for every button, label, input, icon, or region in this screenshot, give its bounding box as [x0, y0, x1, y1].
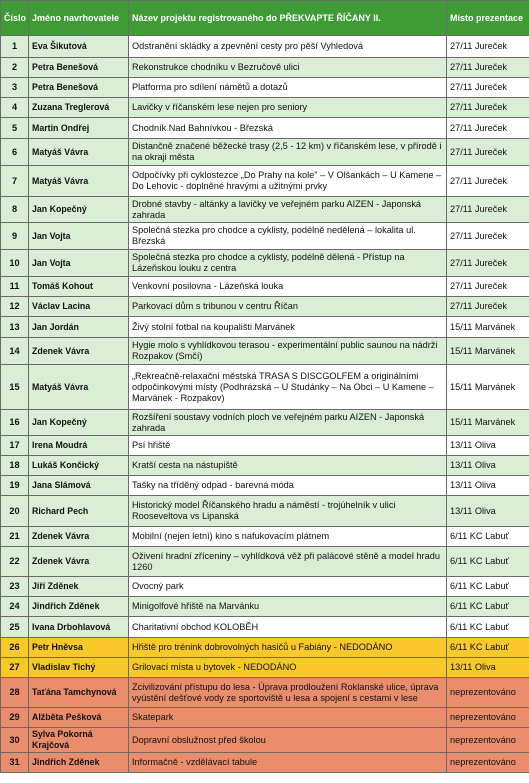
proposer-name: Matyáš Vávra [29, 139, 129, 166]
row-number: 18 [1, 456, 29, 476]
row-number: 15 [1, 365, 29, 410]
project-title: Kratší cesta na nástupiště [129, 456, 447, 476]
proposer-name: Alžběta Pešková [29, 708, 129, 728]
presentation-place: 6/11 KC Labuť [447, 617, 529, 638]
presentation-place: 27/11 Jureček [447, 197, 529, 223]
table-row [1, 658, 529, 678]
row-number: 31 [1, 753, 29, 773]
proposer-name: Matyáš Vávra [29, 166, 129, 197]
proposer-name: Jan Vojta [29, 223, 129, 250]
presentation-place: 27/11 Jureček [447, 58, 529, 78]
presentation-place: 13/11 Oliva [447, 658, 529, 678]
table-row [1, 297, 529, 317]
row-number: 3 [1, 78, 29, 98]
project-title: Hygie molo s vyhlídkovou terasou - experimentální public saunou na nádrži Rozpakov (Smčí) [129, 338, 447, 365]
project-title: Mobilní (nejen letní) kino s nafukovacím plátnem [129, 527, 447, 547]
presentation-place: 13/11 Oliva [447, 476, 529, 496]
row-number: 4 [1, 98, 29, 118]
proposer-name: Jiří Zděnek [29, 577, 129, 597]
presentation-place: 6/11 KC Labuť [447, 547, 529, 577]
table-row [1, 58, 529, 78]
proposer-name: Petr Hněvsa [29, 638, 129, 658]
project-title: Platforma pro sdílení námětů a dotazů [129, 78, 447, 98]
table-row [1, 527, 529, 547]
row-number: 7 [1, 166, 29, 197]
project-title: Ovocný park [129, 577, 447, 597]
project-title: Venkovní posilovna - Lázeňská louka [129, 277, 447, 297]
table-row [1, 617, 529, 638]
row-number: 24 [1, 597, 29, 617]
proposer-name: Zdenek Vávra [29, 547, 129, 577]
header-nazev: Název projektu registrovaného do PŘEKVAPTE ŘÍČANY II. [129, 1, 447, 36]
row-number: 22 [1, 547, 29, 577]
table-row [1, 753, 529, 773]
proposer-name: Jindřich Zděnek [29, 597, 129, 617]
header-jmeno: Jméno navrhovatele [29, 1, 129, 36]
table-row [1, 139, 529, 166]
project-title: Odpočívky při cyklostezce „Do Prahy na kole" – V Olšankách – U Kamene – Do Lehovic - doplněné hravými a užitnými prvky [129, 166, 447, 197]
table-row [1, 708, 529, 728]
presentation-place: neprezentováno [447, 753, 529, 773]
presentation-place: 27/11 Jureček [447, 139, 529, 166]
table-row [1, 118, 529, 139]
proposer-name: Irena Moudrá [29, 436, 129, 456]
row-number: 23 [1, 577, 29, 597]
table-row [1, 436, 529, 456]
project-title: Rekonstrukce chodníku v Bezručově ulici [129, 58, 447, 78]
presentation-place: 15/11 Marvánek [447, 365, 529, 410]
project-title: Skatepark [129, 708, 447, 728]
row-number: 1 [1, 36, 29, 58]
table-row [1, 547, 529, 577]
project-title: Rozšíření soustavy vodních ploch ve veřejném parku AIZEN - Japonská zahrada [129, 410, 447, 436]
presentation-place: 13/11 Oliva [447, 496, 529, 527]
presentation-place: 6/11 KC Labuť [447, 638, 529, 658]
presentation-place: 27/11 Jureček [447, 277, 529, 297]
proposer-name: Vladislav Tichý [29, 658, 129, 678]
proposer-name: Jindřich Zděnek [29, 753, 129, 773]
table-row [1, 410, 529, 436]
row-number: 5 [1, 118, 29, 139]
presentation-place: neprezentováno [447, 678, 529, 708]
row-number: 6 [1, 139, 29, 166]
table-row [1, 678, 529, 708]
table-row [1, 476, 529, 496]
header-misto: Místo prezentace [447, 1, 529, 36]
proposer-name: Matyáš Vávra [29, 365, 129, 410]
presentation-place: 13/11 Oliva [447, 436, 529, 456]
proposer-name: Tomáš Kohout [29, 277, 129, 297]
table-row [1, 597, 529, 617]
table-row [1, 317, 529, 338]
presentation-place: 6/11 KC Labuť [447, 527, 529, 547]
table-row [1, 277, 529, 297]
project-title: Minigolfové hřiště na Marvánku [129, 597, 447, 617]
table-row [1, 456, 529, 476]
presentation-place: 27/11 Jureček [447, 118, 529, 139]
table-body [1, 36, 529, 773]
row-number: 19 [1, 476, 29, 496]
project-title: Tašky na tříděný odpad - barevná móda [129, 476, 447, 496]
proposer-name: Zuzana Treglerová [29, 98, 129, 118]
presentation-place: 13/11 Oliva [447, 456, 529, 476]
row-number: 30 [1, 728, 29, 753]
table-row [1, 338, 529, 365]
presentation-place: 6/11 KC Labuť [447, 577, 529, 597]
project-title: Společná stezka pro chodce a cyklisty, podélně dělená - Přístup na Lázeňskou louku z centra [129, 250, 447, 277]
presentation-place: 27/11 Jureček [447, 250, 529, 277]
proposer-name: Richard Pech [29, 496, 129, 527]
row-number: 27 [1, 658, 29, 678]
proposer-name: Jana Slámová [29, 476, 129, 496]
row-number: 25 [1, 617, 29, 638]
row-number: 12 [1, 297, 29, 317]
project-title: Charitativní obchod KOLOBĚH [129, 617, 447, 638]
project-title: Hřiště pro trénink dobrovolných hasičů u Fabiány - NEDODÁNO [129, 638, 447, 658]
proposer-name: Petra Benešová [29, 58, 129, 78]
project-title: Chodník Nad Bahnívkou - Březská [129, 118, 447, 139]
table-row [1, 197, 529, 223]
row-number: 9 [1, 223, 29, 250]
table-row [1, 166, 529, 197]
presentation-place: 15/11 Marvánek [447, 410, 529, 436]
table-row [1, 365, 529, 410]
proposer-name: Jan Jordán [29, 317, 129, 338]
row-number: 2 [1, 58, 29, 78]
presentation-place: 15/11 Marvánek [447, 317, 529, 338]
header-cislo: Číslo [1, 1, 29, 36]
proposer-name: Lukáš Končický [29, 456, 129, 476]
table-row [1, 728, 529, 753]
proposer-name: Taťána Tamchynová [29, 678, 129, 708]
proposer-name: Jan Vojta [29, 250, 129, 277]
project-title: Historický model Říčanského hradu a náměstí - trojúhelník v ulici Rooseveltova vs Lipanská [129, 496, 447, 527]
proposer-name: Václav Lacina [29, 297, 129, 317]
row-number: 28 [1, 678, 29, 708]
project-title: Distančně značené běžecké trasy (2,5 - 12 km) v říčanském lese, v přírodě i na okraji města [129, 139, 447, 166]
row-number: 21 [1, 527, 29, 547]
project-title: Informačně - vzdělávací tabule [129, 753, 447, 773]
presentation-place: 27/11 Jureček [447, 297, 529, 317]
project-title: Parkovací dům s tribunou v centru Říčan [129, 297, 447, 317]
row-number: 8 [1, 197, 29, 223]
presentation-place: 15/11 Marvánek [447, 338, 529, 365]
row-number: 20 [1, 496, 29, 527]
project-title: Grilovací místa u bytovek - NEDODÁNO [129, 658, 447, 678]
table-row [1, 250, 529, 277]
presentation-place: 27/11 Jureček [447, 36, 529, 58]
project-title: Zcivilizování přístupu do lesa - Úprava prodloužení Roklanské ulice, úprava vyústění dešťové vody ze sportoviště u lesa a spojení s cestami v lese [129, 678, 447, 708]
proposer-name: Sylva Pokorná Krajčová [29, 728, 129, 753]
table-row [1, 577, 529, 597]
project-title: Společná stezka pro chodce a cyklisty, podélně nedělená – lokalita ul. Březská [129, 223, 447, 250]
project-title: Oživení hradní zříceniny – vyhlídková věž při palácové stěně a model hradu 1260 [129, 547, 447, 577]
proposer-name: Ivana Drbohlavová [29, 617, 129, 638]
proposer-name: Zdenek Vávra [29, 527, 129, 547]
row-number: 17 [1, 436, 29, 456]
row-number: 10 [1, 250, 29, 277]
row-number: 11 [1, 277, 29, 297]
project-title: Odstranění skládky a zpevnění cesty pro pěší Vyhledová [129, 36, 447, 58]
proposer-name: Jan Kopečný [29, 197, 129, 223]
table-row [1, 98, 529, 118]
presentation-place: 27/11 Jureček [447, 166, 529, 197]
project-title: Lavičky v říčanském lese nejen pro seniory [129, 98, 447, 118]
proposer-name: Zdenek Vávra [29, 338, 129, 365]
row-number: 29 [1, 708, 29, 728]
project-title: Živý stolní fotbal na koupališti Marvánek [129, 317, 447, 338]
row-number: 16 [1, 410, 29, 436]
presentation-place: 27/11 Jureček [447, 98, 529, 118]
row-number: 26 [1, 638, 29, 658]
proposer-name: Eva Šikutová [29, 36, 129, 58]
project-title: Drobné stavby - altánky a lavičky ve veřejném parku AIZEN - Japonská zahrada [129, 197, 447, 223]
proposer-name: Jan Kopečný [29, 410, 129, 436]
table-row [1, 223, 529, 250]
row-number: 14 [1, 338, 29, 365]
project-title: „Rekreačně-relaxační městská TRASA S DISCGOLFEM a originálními odpočinkovými místy (Podhrázská – U Studánky – Na Obci – U Kamene – Marvánek - Rozpakov) [129, 365, 447, 410]
proposer-name: Petra Benešová [29, 78, 129, 98]
table-row [1, 638, 529, 658]
presentation-place: 6/11 KC Labuť [447, 597, 529, 617]
table-row [1, 36, 529, 58]
table-row [1, 496, 529, 527]
project-title: Psí hřiště [129, 436, 447, 456]
proposer-name: Martin Ondřej [29, 118, 129, 139]
header-row [1, 1, 529, 36]
project-title: Dopravní obslužnost před školou [129, 728, 447, 753]
presentation-place: neprezentováno [447, 708, 529, 728]
row-number: 13 [1, 317, 29, 338]
presentation-place: neprezentováno [447, 728, 529, 753]
table-row [1, 78, 529, 98]
presentation-place: 27/11 Jureček [447, 78, 529, 98]
presentation-place: 27/11 Jureček [447, 223, 529, 250]
